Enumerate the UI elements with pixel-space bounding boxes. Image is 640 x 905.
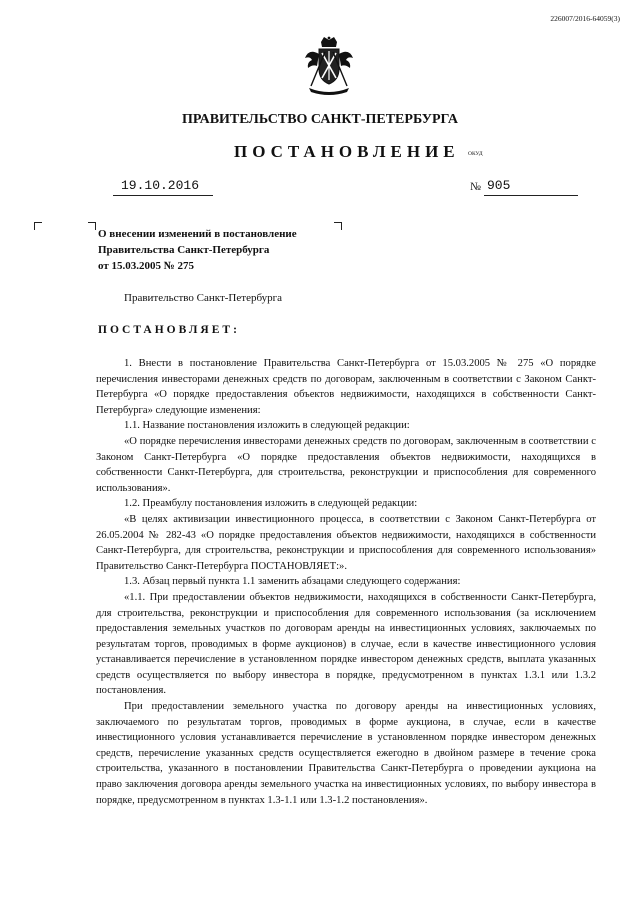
subject-line: О внесении изменений в постановление [98, 228, 297, 240]
document-type-title: ПОСТАНОВЛЕНИЕ [234, 142, 460, 161]
issuer-text: Правительство Санкт-Петербурга [124, 292, 283, 304]
number-underline [484, 195, 578, 196]
paragraph: «1.1. При предоставлении объектов недвижимости, находящихся в собственности Санкт-Петербурга, для строительства, реконструкции и приспособления для современного использования (за исключением предоставления земельных участков по договорам аренды на инвестиционных условиях, заключаемых по результатам торгов, проводимых в форме аукционов) в случае, если в качестве инвестиционного условия устанавливается перечисление в установленном порядке инвестором денежных средств, выплата указанных средств осуществляется по выбору инвестора в порядке, предусмотренном в пунктах 1.3.1 или 1.3.2 постановления. [96, 591, 596, 697]
paragraph: При предоставлении земельного участка по договору аренды на инвестиционных условиях, заключаемого по результатам торгов, проводимых в форме аукциона, в случае, если в качестве инвестиционного условия устанавливается перечисление в установленном порядке инвестором денежных средств, перечисление указанных средств осуществляется ежегодно в двойном размере в течение срока строительства, указанного в постановлении Правительства Санкт-Петербурга о проведении аукциона на право заключения договора аренды земельного участка на инвестиционных условиях, по выбору инвестора в порядке, предусмотренном в пунктах 1.3-1.1 или 1.3-1.2 постановления». [96, 701, 596, 806]
decree-heading: ПОСТАНОВЛЯЕТ: [98, 324, 240, 336]
paragraph: «В целях активизации инвестиционного процесса, в соответствии с Законом Санкт-Петербурга от 26.05.2004 № 282-43 «О порядке предоставления объектов недвижимости, находящихся в собственности Санкт-Петербурга, для строительства, реконструкции и приспособления для современного использования» Правительство Санкт-Петербурга ПОСТАНОВЛЯЕТ:». [96, 513, 596, 572]
number-label: № [470, 181, 481, 193]
subject-line: от 15.03.2005 № 275 [98, 260, 195, 272]
paragraph: 1. Внести в постановление Правительства Санкт-Петербурга от 15.03.2005 № 275 «О порядке перечисления инвесторами денежных средств по договорам, заключенным в соответствии с Законом Санкт-Петербурга «О порядке предоставления объектов недвижимости, находящихся в собственности Санкт-Петербурга» следующие изменения: [96, 358, 596, 416]
paragraph: 1.3. Абзац первый пункта 1.1 заменить абзацами следующего содержания: [124, 576, 461, 588]
document-subject [98, 226, 297, 274]
subject-line: Правительства Санкт-Петербурга [98, 244, 270, 256]
paragraph: 1.1. Название постановления изложить в следующей редакции: [124, 420, 410, 432]
organization-name: ПРАВИТЕЛЬСТВО САНКТ-ПЕТЕРБУРГА [181, 112, 459, 127]
document-number-value: 905 [487, 178, 511, 193]
subject-close-corner-mark [334, 222, 342, 230]
document-number: 226007/2016-64059(3) [550, 14, 620, 23]
st-petersburg-coat-of-arms-icon [301, 36, 357, 98]
okud-label: ОКУД [468, 151, 483, 157]
subject-open-corner-mark [88, 222, 96, 230]
paragraph: «О порядке перечисления инвесторами денежных средств по договорам, заключенным в соответствии с Законом Санкт-Петербурга «О порядке предоставления объектов недвижимости, находящихся в собственности Санкт-Петербурга, для строительства, реконструкции и приспособления для современного использования». [96, 435, 596, 494]
document-date: 19.10.2016 [121, 178, 200, 193]
document-body [96, 356, 596, 808]
left-margin-corner-mark [34, 222, 42, 230]
paragraph: 1.2. Преамбулу постановления изложить в следующей редакции: [124, 498, 418, 510]
date-underline [113, 195, 213, 196]
